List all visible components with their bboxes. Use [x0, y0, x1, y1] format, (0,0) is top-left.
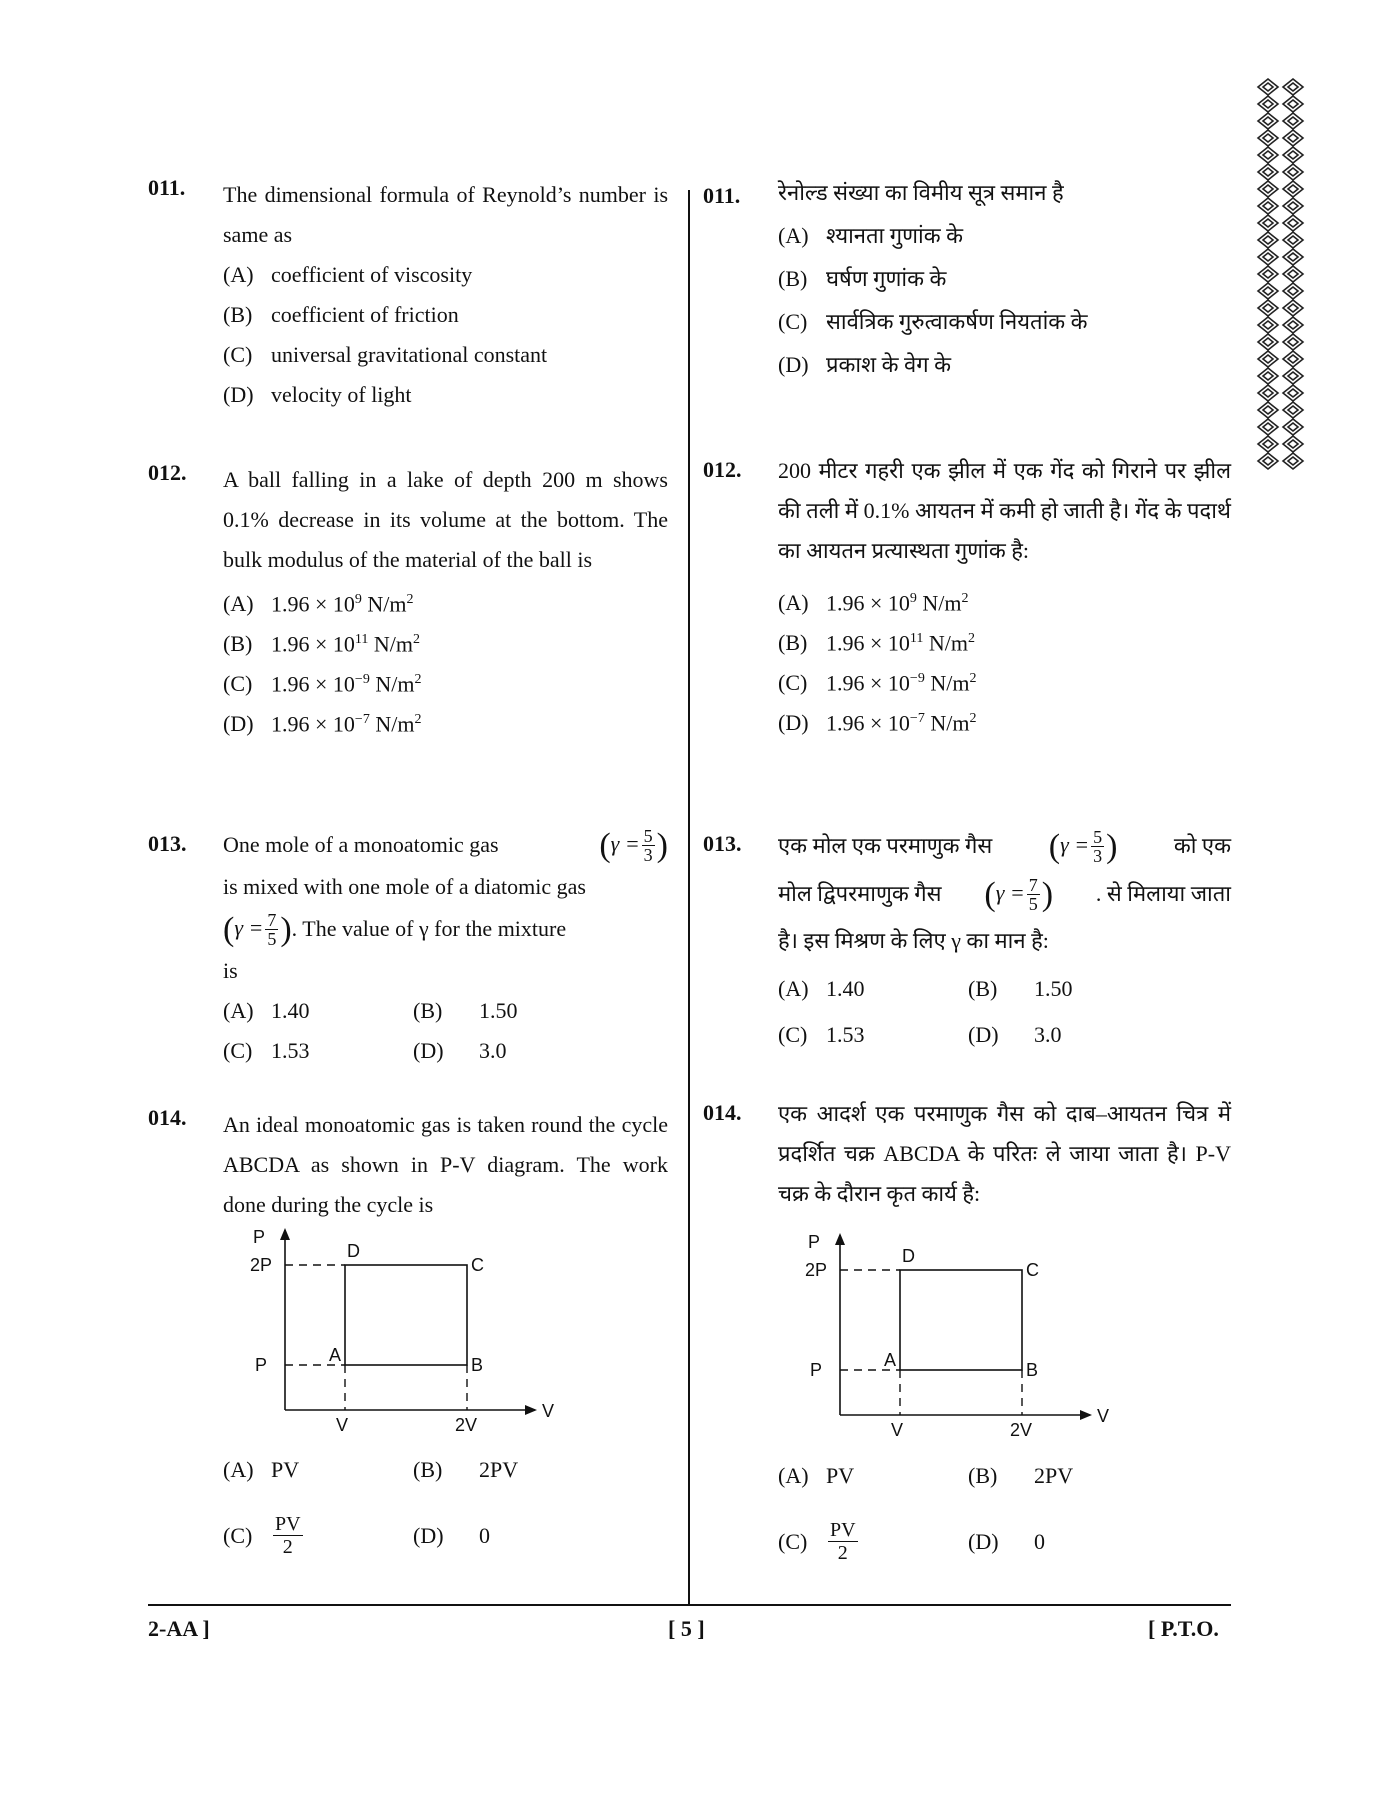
v-axis-arrow: [525, 1405, 537, 1415]
label-point-b: B: [471, 1355, 484, 1375]
option-d: (D) $1.96 \times 10^{-7}$ $N/m^2$: [778, 710, 977, 736]
label-point-c: C: [1026, 1260, 1039, 1280]
question-014-hi-options: [778, 1463, 1198, 1567]
pattern-diamond: [1283, 130, 1303, 146]
booklet-code: 2-AA ]: [148, 1616, 210, 1641]
pattern-diamond-inner: [1263, 83, 1273, 91]
pattern-diamond-inner: [1263, 100, 1273, 108]
pattern-diamond: [1283, 249, 1303, 265]
pattern-diamond: [1258, 147, 1278, 163]
pattern-diamond: [1283, 96, 1303, 112]
option-d: (D) 3.0: [413, 1038, 507, 1063]
p-axis-arrow: [835, 1233, 845, 1245]
label-2p: 2P: [250, 1255, 273, 1275]
pattern-diamond: [1258, 283, 1278, 299]
pattern-diamond: [1283, 351, 1303, 367]
question-text: The dimensional formula of Reynold’s number is same as: [223, 182, 668, 247]
label-v: V: [336, 1415, 349, 1435]
question-number: 013.: [148, 831, 187, 856]
option-row-1: [778, 1463, 1198, 1507]
label-2p: 2P: [805, 1260, 828, 1280]
pattern-diamond: [1283, 283, 1303, 299]
pattern-diamond: [1258, 164, 1278, 180]
pattern-diamond-inner: [1288, 457, 1298, 465]
option-b: (B) $1.96 \times 10^{11}$ $N/m^2$: [778, 630, 976, 656]
pattern-diamond-inner: [1288, 423, 1298, 431]
pattern-diamond-inner: [1263, 185, 1273, 193]
pattern-diamond-inner: [1263, 406, 1273, 414]
pattern-diamond-inner: [1263, 219, 1273, 227]
pattern-diamond: [1258, 368, 1278, 384]
option-c: (C) सार्वत्रिक गुरुत्वाकर्षण नियतांक के: [778, 309, 1088, 334]
option-row-1: [223, 991, 668, 1031]
pattern-diamond-inner: [1263, 457, 1273, 465]
pattern-diamond-inner: [1263, 151, 1273, 159]
pattern-diamond-inner: [1288, 389, 1298, 397]
option-b: (B) 1.50: [413, 998, 518, 1023]
pattern-diamond: [1283, 232, 1303, 248]
option-b: (B) 1.50: [968, 976, 1073, 1001]
column-divider: [688, 190, 690, 1605]
option-c: (C) $\frac{PV}{2}$: [223, 1513, 301, 1558]
question-text: 200 मीटर गहरी एक झील में एक गेंद को गिराने पर झील की तली में 0.1% आयतन में कमी हो जाती है। गेंद के पदार्थ का आयतन प्रत्यास्थता गुणांक है:: [778, 458, 1231, 563]
option-b: (B) 2PV: [968, 1463, 1074, 1488]
pattern-diamond-inner: [1263, 304, 1273, 312]
pattern-diamond: [1283, 436, 1303, 452]
pto-label: [ P.T.O.: [1148, 1616, 1219, 1641]
question-number: 014.: [148, 1105, 187, 1130]
pattern-diamond: [1283, 300, 1303, 316]
pattern-diamond: [1258, 453, 1278, 469]
pattern-diamond: [1258, 96, 1278, 112]
pattern-diamond-inner: [1288, 287, 1298, 295]
question-text: A ball falling in a lake of depth 200 m shows 0.1% decrease in its volume at the bottom. The bulk modulus of the material of the ball is: [223, 467, 668, 572]
p-axis-arrow: [280, 1228, 290, 1240]
pattern-diamond-inner: [1288, 338, 1298, 346]
pattern-diamond: [1283, 402, 1303, 418]
pattern-diamond-inner: [1263, 134, 1273, 142]
option-row-2: [223, 1507, 643, 1567]
label-v: V: [891, 1420, 904, 1440]
pattern-diamond-inner: [1288, 321, 1298, 329]
label-point-a: A: [884, 1350, 897, 1370]
pattern-diamond: [1283, 164, 1303, 180]
pattern-diamond: [1258, 181, 1278, 197]
option-a: (A) coefficient of viscosity: [223, 262, 473, 287]
pattern-diamond: [1258, 113, 1278, 129]
pattern-diamond: [1258, 130, 1278, 146]
pattern-diamond-inner: [1263, 423, 1273, 431]
option-c: (C) 1.53: [223, 1038, 310, 1063]
pattern-diamond-inner: [1263, 270, 1273, 278]
pattern-diamond-inner: [1288, 440, 1298, 448]
pattern-diamond-inner: [1263, 236, 1273, 244]
pattern-diamond: [1283, 368, 1303, 384]
pattern-diamond: [1283, 266, 1303, 282]
pattern-diamond: [1283, 215, 1303, 231]
pv-diagram-en: [245, 1225, 575, 1440]
pattern-diamond-inner: [1288, 168, 1298, 176]
pattern-diamond: [1283, 147, 1303, 163]
pattern-diamond: [1283, 385, 1303, 401]
pattern-diamond-inner: [1288, 151, 1298, 159]
option-a: (A) PV: [223, 1457, 300, 1482]
question-number: 014.: [703, 1100, 742, 1125]
pattern-diamond: [1258, 300, 1278, 316]
option-b: (B) 2PV: [413, 1457, 519, 1482]
pv-diagram-hi: [800, 1230, 1130, 1445]
pattern-diamond: [1283, 113, 1303, 129]
cycle-abcd: [345, 1265, 467, 1365]
pattern-diamond: [1258, 266, 1278, 282]
pattern-diamond: [1283, 334, 1303, 350]
option-row-2: [778, 1513, 1198, 1573]
label-2v: 2V: [455, 1415, 478, 1435]
pattern-diamond-inner: [1288, 117, 1298, 125]
option-b: (B) घर्षण गुणांक के: [778, 266, 947, 291]
pattern-diamond: [1283, 419, 1303, 435]
pattern-diamond-inner: [1288, 355, 1298, 363]
pattern-diamond-inner: [1263, 321, 1273, 329]
pattern-diamond: [1258, 215, 1278, 231]
option-c: (C) 1.53: [778, 1022, 865, 1047]
option-row-2: [223, 1031, 668, 1071]
label-p-axis: P: [253, 1227, 266, 1247]
pattern-diamond-inner: [1288, 219, 1298, 227]
question-number: 011.: [148, 175, 186, 200]
pattern-diamond-inner: [1288, 100, 1298, 108]
pattern-diamond-inner: [1263, 287, 1273, 295]
question-number: 012.: [148, 460, 187, 485]
pattern-diamond-inner: [1288, 304, 1298, 312]
pattern-diamond-inner: [1288, 372, 1298, 380]
option-d: (D) velocity of light: [223, 382, 412, 407]
label-point-c: C: [471, 1255, 484, 1275]
label-p-axis: P: [808, 1232, 821, 1252]
label-2v: 2V: [1010, 1420, 1033, 1440]
option-b: (B) coefficient of friction: [223, 302, 459, 327]
pattern-diamond-inner: [1263, 389, 1273, 397]
question-text: रेनोल्ड संख्या का विमीय सूत्र समान है: [778, 180, 1064, 205]
question-number: 013.: [703, 831, 742, 856]
pattern-diamond-inner: [1288, 270, 1298, 278]
pattern-diamond: [1258, 351, 1278, 367]
pattern-diamond-inner: [1263, 168, 1273, 176]
footer-rule: [148, 1604, 1231, 1606]
pattern-diamond: [1258, 79, 1278, 95]
pattern-diamond-inner: [1288, 83, 1298, 91]
option-c: (C) $1.96 \times 10^{-9}$ $N/m^2$: [778, 670, 977, 696]
pattern-diamond-inner: [1263, 338, 1273, 346]
pattern-diamond: [1258, 198, 1278, 214]
pattern-diamond: [1258, 232, 1278, 248]
v-axis-arrow: [1080, 1410, 1092, 1420]
label-point-d: D: [902, 1246, 915, 1266]
option-a: (A) श्यानता गुणांक के: [778, 223, 964, 248]
label-point-b: B: [1026, 1360, 1039, 1380]
option-a: (A) $1.96 \times 10^9$ $N/m^2$: [778, 590, 969, 616]
pattern-diamond: [1258, 385, 1278, 401]
option-c: (C) $\frac{PV}{2}$: [778, 1519, 856, 1564]
option-a: (A) $1.96 \times 10^9$ $N/m^2$: [223, 591, 414, 617]
pattern-diamond-inner: [1263, 117, 1273, 125]
pattern-diamond: [1258, 317, 1278, 333]
question-text-line4: is: [223, 958, 238, 983]
option-row-1: [223, 1457, 643, 1501]
pattern-diamond-inner: [1263, 202, 1273, 210]
option-c: (C) $1.96 \times 10^{-9}$ $N/m^2$: [223, 671, 422, 697]
label-point-d: D: [347, 1241, 360, 1261]
pattern-diamond-inner: [1288, 134, 1298, 142]
option-d: (D) 0: [413, 1523, 490, 1548]
pattern-diamond: [1283, 317, 1303, 333]
pattern-diamond: [1258, 419, 1278, 435]
pattern-diamond-inner: [1288, 253, 1298, 261]
label-v-axis: V: [542, 1401, 555, 1421]
pattern-diamond-inner: [1288, 406, 1298, 414]
pattern-diamond-inner: [1263, 440, 1273, 448]
question-number: 011.: [703, 183, 741, 208]
label-p: P: [810, 1360, 823, 1380]
label-p: P: [255, 1355, 268, 1375]
question-text-line1: एक मोल एक परमाणुक गैस (γ = $\frac{5}{3}$ ) को एक: [778, 827, 1231, 867]
option-d: (D) 0: [968, 1529, 1045, 1554]
pattern-diamond-inner: [1263, 372, 1273, 380]
pattern-diamond: [1258, 334, 1278, 350]
pattern-diamond-inner: [1288, 236, 1298, 244]
label-v-axis: V: [1097, 1406, 1110, 1426]
page-number: [ 5 ]: [668, 1616, 705, 1641]
option-a: (A) PV: [778, 1463, 855, 1488]
decorative-pattern: [1255, 78, 1307, 478]
question-text-line2: is mixed with one mole of a diatomic gas: [223, 874, 586, 899]
pattern-diamond-inner: [1288, 185, 1298, 193]
option-d: (D) $1.96 \times 10^{-7}$ $N/m^2$: [223, 711, 422, 737]
pattern-diamond-inner: [1263, 253, 1273, 261]
question-number: 012.: [703, 457, 742, 482]
cycle-abcd: [900, 1270, 1022, 1370]
question-text-line1: One mole of a monoatomic gas (γ = $\frac{5}{3}$ ): [223, 826, 668, 866]
option-c: (C) universal gravitational constant: [223, 342, 548, 367]
pattern-diamond: [1258, 402, 1278, 418]
option-d: (D) प्रकाश के वेग के: [778, 352, 951, 377]
pattern-diamond: [1283, 79, 1303, 95]
option-row-1: [778, 969, 1231, 1015]
question-text-line3: (γ = $\frac{7}{5}$ ) . The value of γ for the mixture: [223, 910, 567, 950]
pattern-diamond: [1258, 436, 1278, 452]
pattern-diamond: [1283, 181, 1303, 197]
pattern-diamond-inner: [1263, 355, 1273, 363]
question-014-en-options: [223, 1457, 643, 1561]
question-text: An ideal monoatomic gas is taken round the cycle ABCDA as shown in P-V diagram. The work done during the cycle is: [223, 1112, 668, 1217]
label-point-a: A: [329, 1345, 342, 1365]
option-row-2: [778, 1015, 1231, 1055]
pattern-diamond: [1258, 249, 1278, 265]
pattern-diamond-inner: [1288, 202, 1298, 210]
option-b: (B) $1.96 \times 10^{11}$ $N/m^2$: [223, 631, 421, 657]
pattern-diamond: [1283, 198, 1303, 214]
question-text-line2: मोल द्विपरमाणुक गैस (γ = $\frac{7}{5}$ ) . से मिलाया जाता: [778, 875, 1231, 915]
question-text: एक आदर्श एक परमाणुक गैस को दाब–आयतन चित्र में प्रदर्शित चक्र ABCDA के परितः ले जाया जाता है। P-V चक्र के दौरान कृत कार्य है:: [778, 1101, 1231, 1206]
question-text-line3: है। इस मिश्रण के लिए γ का मान है:: [778, 928, 1049, 953]
pattern-diamond: [1283, 453, 1303, 469]
option-a: (A) 1.40: [778, 976, 865, 1001]
option-a: (A) 1.40: [223, 998, 310, 1023]
option-d: (D) 3.0: [968, 1022, 1062, 1047]
